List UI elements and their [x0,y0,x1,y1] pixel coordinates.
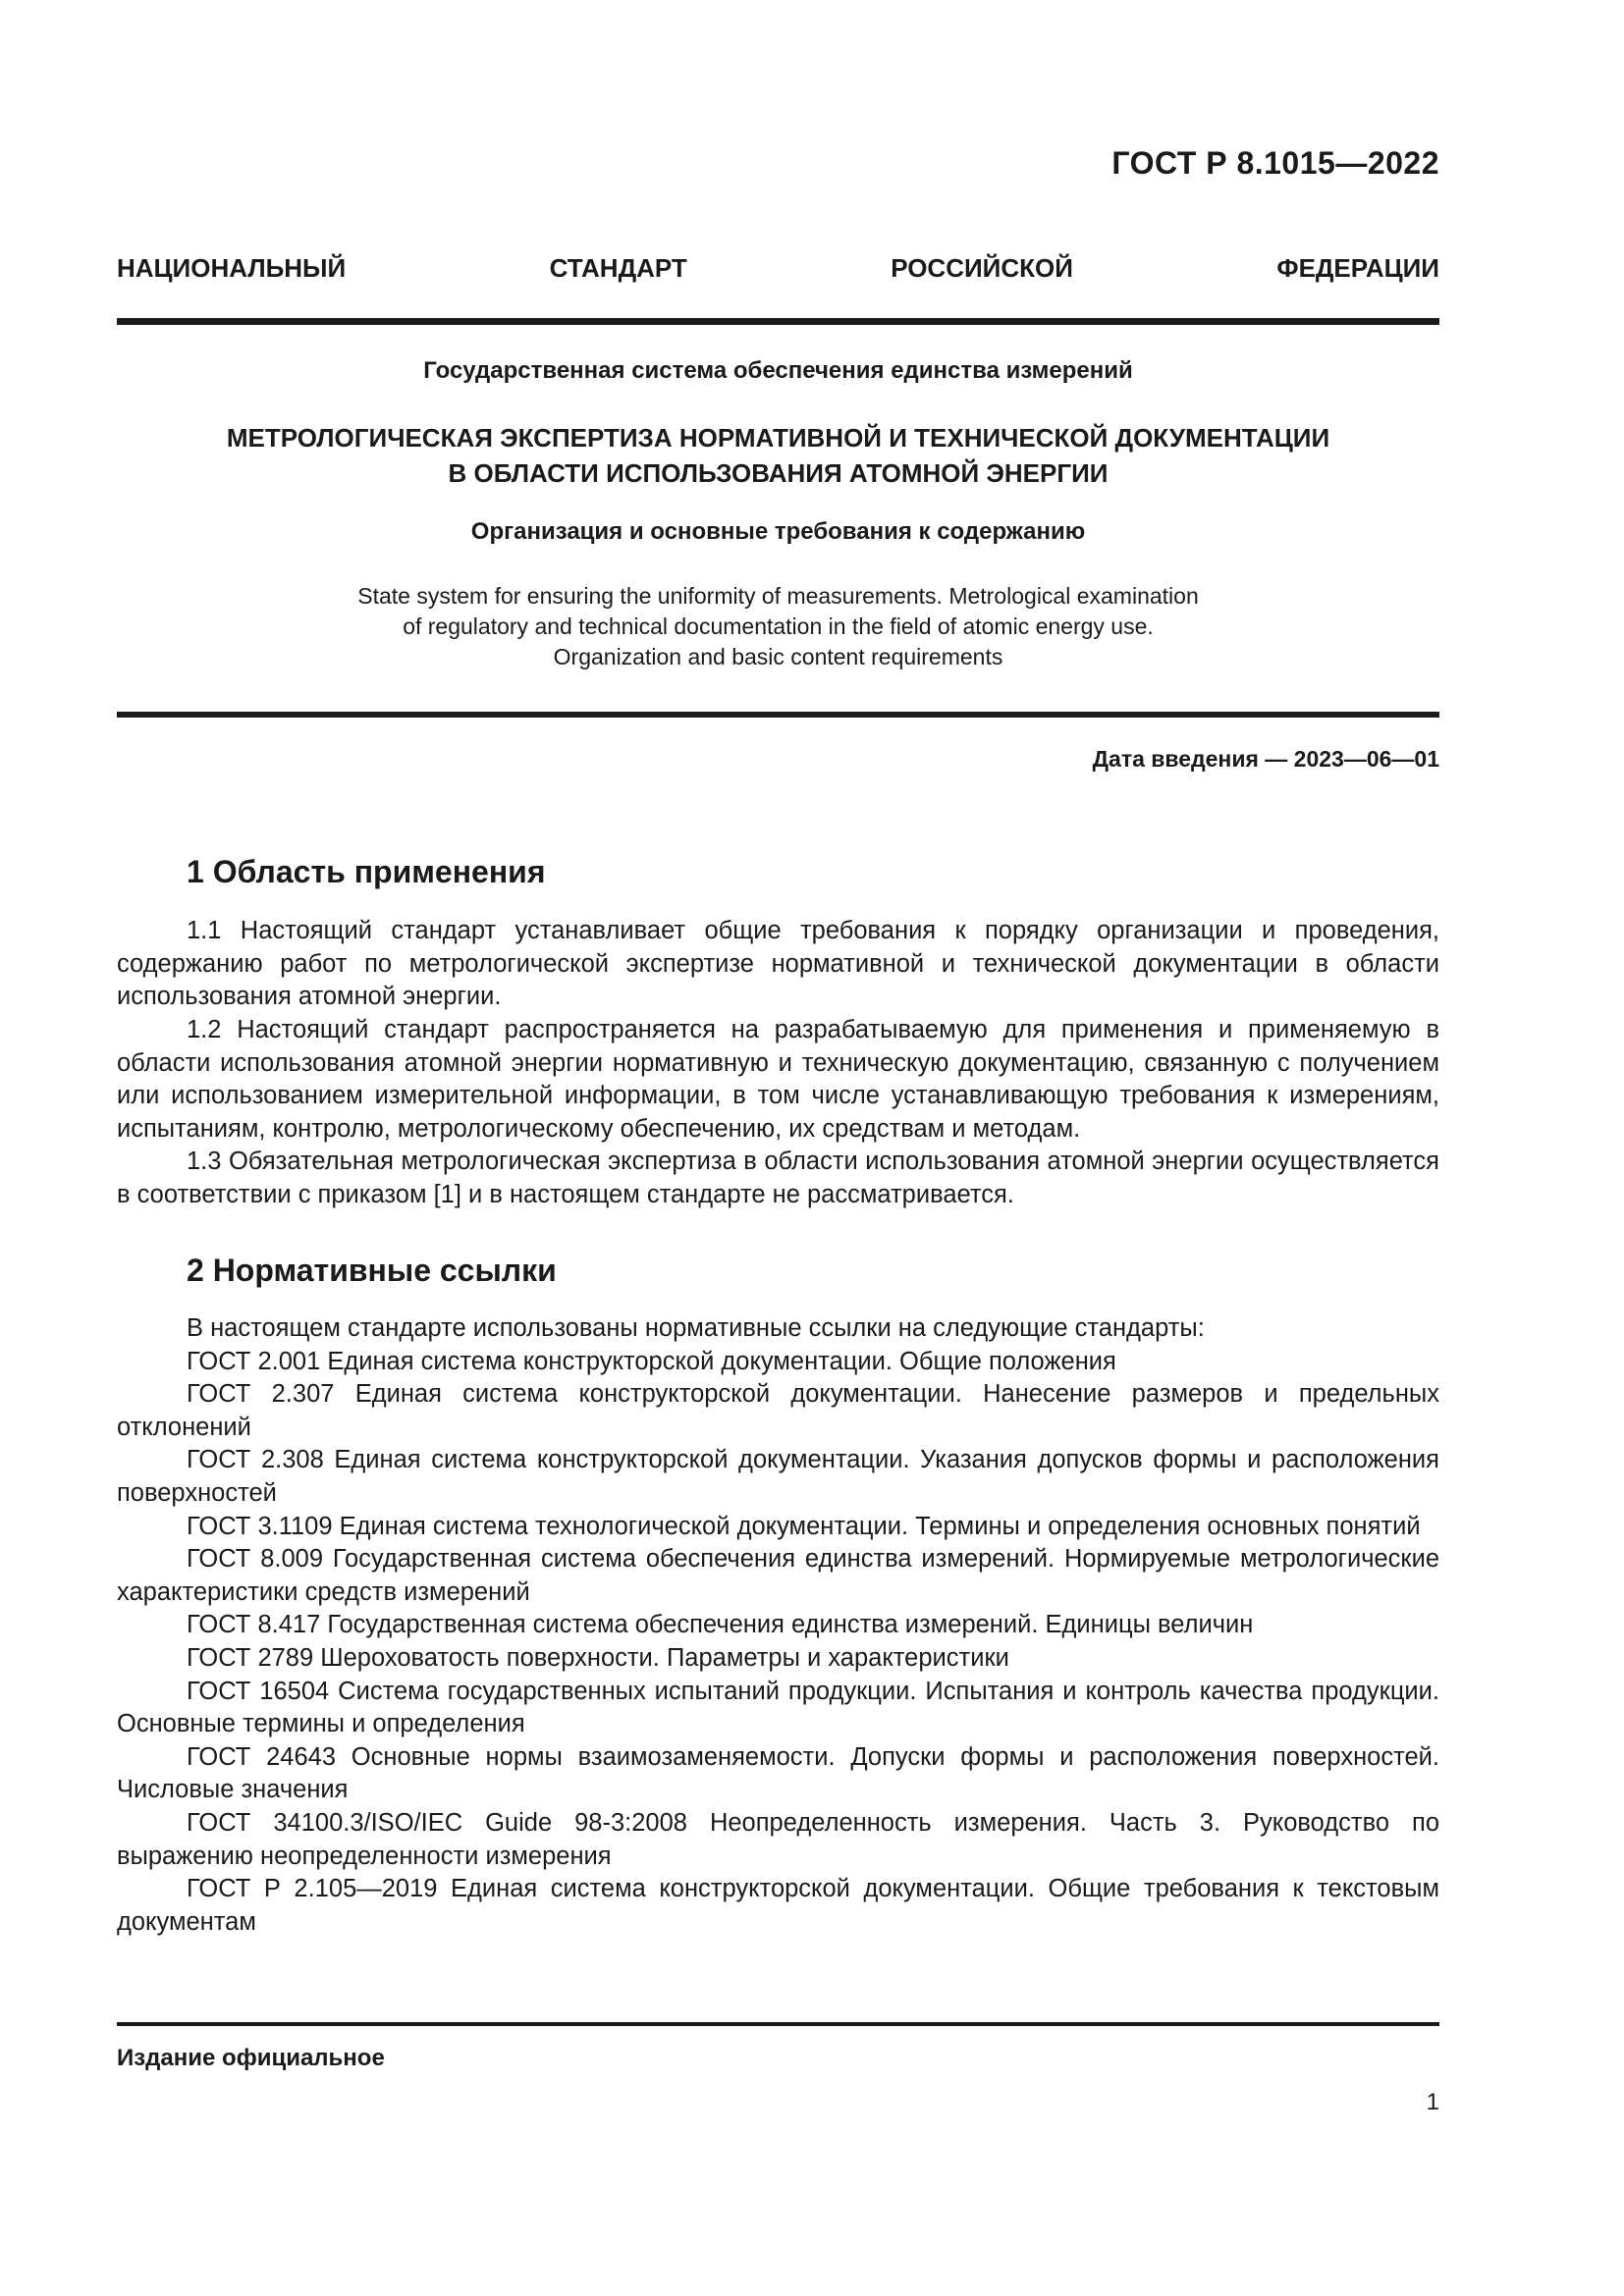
reference-item: ГОСТ 16504 Система государственных испытаний продукции. Испытания и контроль качества продукции. Основные термины и определения [117,1677,1439,1738]
reference-item: ГОСТ 34100.3/ISO/IEC Guide 98-3:2008 Неопределенность измерения. Часть 3. Руководство по выражению неопределенности измерения [117,1808,1439,1870]
section-heading-references: 2 Нормативные ссылки [187,1253,557,1288]
reference-item: ГОСТ 3.1109 Единая система технологической документации. Термины и определения основных понятий [187,1512,1421,1540]
system-name: Государственная система обеспечения единства измерений [423,357,1133,384]
paragraph-1-2: 1.2 Настоящий стандарт распространяется на разрабатываемую для применения и применяемую в области использования атомной энергии нормативную и техническую документацию, связанную с получением или использованием измерительной информации, в том числе устанавливающую требования к измерениям, испытаниям, контролю, метрологическому обеспечению, их средствам и методам. [117,1016,1439,1143]
paragraph-1-1: 1.1 Настоящий стандарт устанавливает общие требования к порядку организации и проведения, содержанию работ по метрологической экспертизе нормативной и технической документации в области использования атомной энергии. [117,917,1439,1011]
section-heading-scope: 1 Область применения [187,854,546,889]
top-divider [117,318,1439,325]
title-line: В ОБЛАСТИ ИСПОЛЬЗОВАНИЯ АТОМНОЙ ЭНЕРГИИ [448,458,1109,488]
reference-item: ГОСТ 2.001 Единая система конструкторской документации. Общие положения [187,1347,1116,1375]
paragraph-1-3: 1.3 Обязательная метрологическая экспертиза в области использования атомной энергии осуществляется в соответствии с приказом [1] и в настоящем стандарте не рассматривается. [117,1148,1439,1208]
title-line: МЕТРОЛОГИЧЕСКАЯ ЭКСПЕРТИЗА НОРМАТИВНОЙ И ТЕХНИЧЕСКОЙ ДОКУМЕНТАЦИИ [226,423,1330,453]
banner-word: ФЕДЕРАЦИИ [1276,253,1439,283]
banner-word: СТАНДАРТ [549,253,687,283]
footer-divider [117,2022,1439,2026]
english-title-line: of regulatory and technical documentation in the field of atomic energy use. [403,614,1154,639]
reference-item: ГОСТ 8.417 Государственная система обеспечения единства измерений. Единицы величин [187,1611,1254,1639]
introduction-date: Дата введения — 2023—06—01 [1092,746,1439,772]
english-title-line: Organization and basic content requirements [553,644,1003,669]
banner-word: НАЦИОНАЛЬНЫЙ [117,253,347,283]
banner-word: РОССИЙСКОЙ [891,253,1073,283]
english-title [117,581,1439,672]
title-divider [117,712,1439,718]
document-subtitle: Организация и основные требования к содержанию [470,518,1086,545]
reference-item: ГОСТ 8.009 Государственная система обеспечения единства измерений. Нормируемые метрологические характеристики средств измерений [117,1545,1439,1606]
official-edition-label: Издание официальное [117,2045,385,2071]
reference-list [117,1312,1439,1939]
reference-item: ГОСТ 2789 Шероховатость поверхности. Параметры и характеристики [187,1643,1009,1672]
reference-item: ГОСТ Р 2.105—2019 Единая система конструкторской документации. Общие требования к текстовым документам [117,1875,1439,1936]
national-standard-banner [117,253,1439,284]
english-title-line: State system for ensuring the uniformity of measurements. Metrological examination [357,583,1199,609]
reference-item: ГОСТ 24643 Основные нормы взаимозаменяемости. Допуски формы и расположения поверхностей. Числовые значения [117,1742,1439,1804]
reference-item: ГОСТ 2.308 Единая система конструкторской документации. Указания допусков формы и расположения поверхностей [117,1446,1439,1507]
page-number: 1 [1426,2089,1439,2115]
document-code: ГОСТ Р 8.1015—2022 [1111,145,1439,181]
reference-item: ГОСТ 2.307 Единая система конструкторской документации. Нанесение размеров и предельных отклонений [117,1380,1439,1441]
references-intro: В настоящем стандарте использованы нормативные ссылки на следующие стандарты: [187,1314,1205,1342]
document-title [117,420,1439,491]
